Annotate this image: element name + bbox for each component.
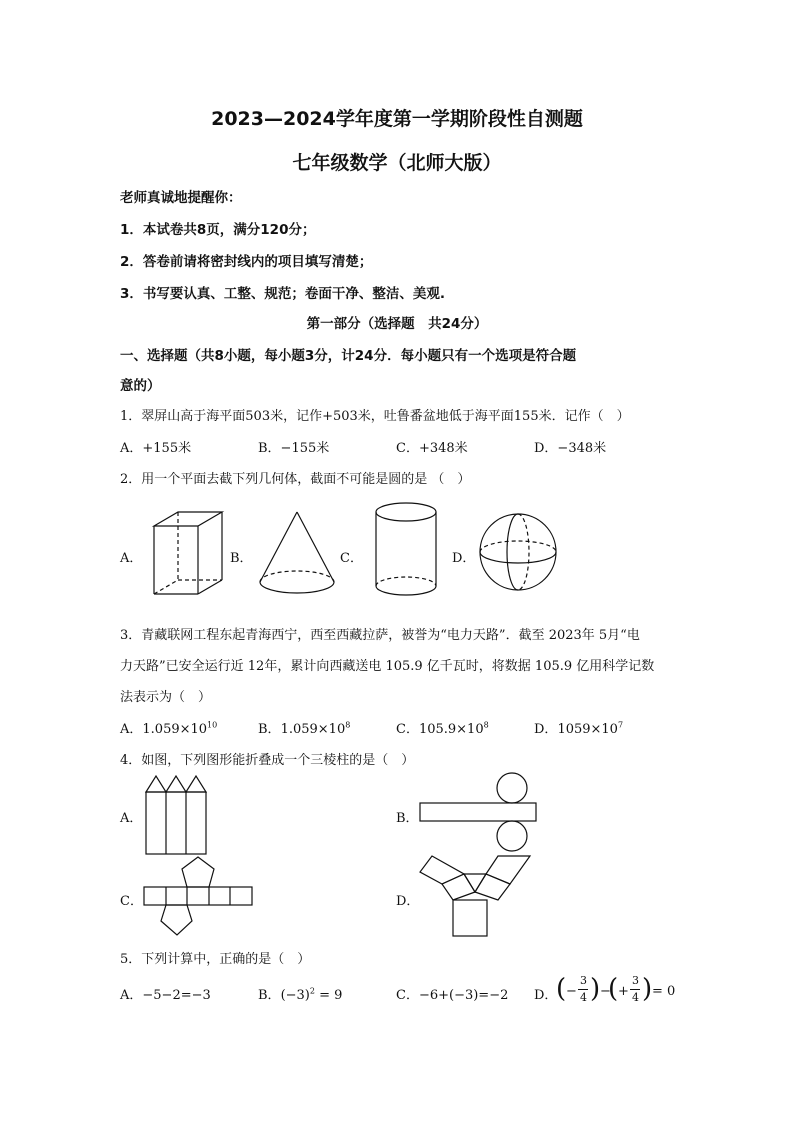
question-3-stem-line3: 法表示为（ ） <box>120 690 212 705</box>
net-figure-b <box>418 770 540 854</box>
exam-title: 2023—2024学年度第一学期阶段性自测题 <box>211 108 583 130</box>
cone-figure <box>256 510 338 596</box>
question-5-option-a: A．−5−2=−3 <box>120 988 211 1003</box>
question-3-stem-line1: 3．青藏联网工程东起青海西宁，西至西藏拉萨，被誉为“电力天路”．截至 2023年 5月“电 <box>120 628 640 643</box>
part-title: 第一部分（选择题 共24分） <box>306 316 488 332</box>
notice-heading: 老师真诚地提醒你： <box>120 190 242 206</box>
question-3-option-a: A．$1.059\times 10^{10}$ <box>120 720 218 737</box>
question-1-option-c: C．+348米 <box>396 441 468 456</box>
question-2-option-a: A． <box>120 551 143 566</box>
question-1-option-b: B．−155米 <box>258 441 330 456</box>
section-heading-line2: 意的） <box>120 378 161 394</box>
question-4-option-c: C． <box>120 894 143 909</box>
question-3-stem-line2: 力天路”已安全运行近 12年，累计向西藏送电 105.9 亿千瓦时，将数据 105.9 亿用科学记数 <box>120 659 655 674</box>
question-1-option-a: A．+155米 <box>120 441 192 456</box>
question-2-option-c: C． <box>340 551 363 566</box>
cylinder-figure <box>372 500 440 600</box>
question-4-option-b: B． <box>396 811 419 826</box>
exam-subtitle: 七年级数学（北师大版） <box>292 152 502 174</box>
question-1-option-d: D．−348米 <box>534 441 607 456</box>
question-3-option-d: D．$1059\times 10^7$ <box>534 720 624 737</box>
net-figure-d <box>418 852 534 940</box>
question-4-option-a: A． <box>120 811 143 826</box>
question-3-option-b: B．$1.059\times 10^8$ <box>258 720 351 737</box>
notice-item-3: 3．书写要认真、工整、规范；卷面干净、整洁、美观. <box>120 286 446 302</box>
section-heading-line1: 一、选择题（共8小题，每小题3分，计24分．每小题只有一个选项是符合题 <box>120 348 577 364</box>
net-figure-c <box>142 855 256 939</box>
question-5-option-b: B．$(-3)^2 = 9$ <box>258 986 343 1003</box>
question-1-stem: 1．翠屏山高于海平面503米，记作+503米，吐鲁番盆地低于海平面155米．记作（ ） <box>120 409 630 424</box>
question-5-option-d-expression: ( − 3 4 ) − ( + 3 4 ) = 0 <box>556 974 676 1004</box>
net-figure-a <box>142 772 212 856</box>
question-4-stem: 4．如图，下列图形能折叠成一个三棱柱的是（ ） <box>120 753 415 768</box>
sphere-figure <box>476 510 560 594</box>
triangular-prism-figure <box>150 508 226 598</box>
question-5-option-c: C．−6+(−3)=−2 <box>396 988 509 1003</box>
question-2-stem: 2．用一个平面去截下列几何体，截面不可能是圆的是 （ ） <box>120 472 471 487</box>
notice-item-2: 2．答卷前请将密封线内的项目填写清楚； <box>120 254 373 270</box>
question-4-option-d: D． <box>396 894 420 909</box>
notice-item-1: 1．本试卷共8页，满分120分； <box>120 222 316 238</box>
question-5-option-d-label: D． <box>534 988 558 1003</box>
question-2-option-b: B． <box>230 551 253 566</box>
question-3-option-c: C．$105.9\times 10^8$ <box>396 720 489 737</box>
question-2-option-d: D． <box>452 551 476 566</box>
question-5-stem: 5．下列计算中，正确的是（ ） <box>120 952 311 967</box>
